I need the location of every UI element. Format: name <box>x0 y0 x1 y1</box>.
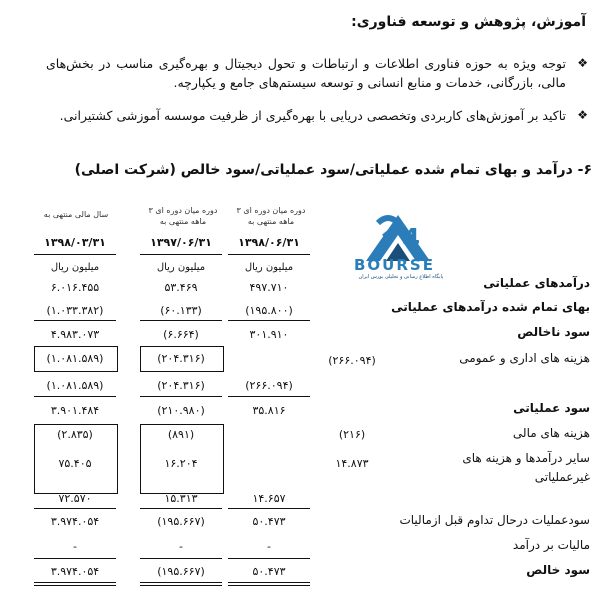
bullet-item-training <box>46 106 588 125</box>
col1-unit: میلیون ریال <box>244 262 294 273</box>
row-label-profit-before-tax: سودعملیات درحال تداوم قبل ازمالیات <box>399 513 590 527</box>
bullet-text: تاکید بر آموزش‌های کاربردی وتخصصی دریایی با بهره‌گیری از ظرفیت موسسه آموزشی کشتیرانی. <box>59 108 566 123</box>
subtotal-cell: (۲۱۶) <box>338 428 366 441</box>
cell: ۱۶.۲۰۴ <box>164 457 198 470</box>
bourse-logo <box>352 211 450 283</box>
cell: (۱.۰۸۱.۵۸۹) <box>46 379 104 392</box>
col3-date: ۱۳۹۸/۰۳/۳۱ <box>44 236 106 249</box>
cell: ۳.۹۷۴.۰۵۴ <box>50 515 100 528</box>
cell: ۵۰.۴۷۳ <box>252 515 286 528</box>
divider <box>34 508 116 509</box>
section-title-income: ۶- درآمد و بهای تمام شده عملیاتی/سود عملیاتی/سود خالص (شرکت اصلی) <box>74 162 592 178</box>
logo-tagline: پایگاه اطلاع رسانی و تحلیلی بورس ایران <box>358 274 444 280</box>
cell: ۷۲.۵۷۰ <box>58 492 92 505</box>
bullet-item-ict <box>46 54 588 92</box>
divider <box>140 396 222 397</box>
cell: (۱۹۵.۸۰۰) <box>245 304 293 317</box>
divider <box>34 582 116 583</box>
cell: (۶۰.۱۳۳) <box>160 304 202 317</box>
cell: (۲۱۰.۹۸۰) <box>157 404 205 417</box>
cell: ۱۴.۶۵۷ <box>252 492 286 505</box>
divider <box>34 558 116 559</box>
divider <box>228 254 310 255</box>
cell: ۴۹۷.۷۱۰ <box>249 281 289 294</box>
cell: ۳۵.۸۱۶ <box>252 404 286 417</box>
row-label-gross-profit: سود ناخالص <box>517 325 590 339</box>
divider <box>34 585 116 586</box>
cell: ۱۵.۳۱۳ <box>164 492 198 505</box>
cell: ۳.۹۷۴.۰۵۴ <box>50 565 100 578</box>
section-heading-education: آموزش، پژوهش و توسعه فناوری: <box>351 14 586 30</box>
cell: ۳.۹۰۱.۴۸۴ <box>50 404 100 417</box>
cell: ۳۰۱.۹۱۰ <box>249 328 289 341</box>
cell: (۲.۸۳۵) <box>57 428 93 441</box>
cell: (۲۰۴.۳۱۶) <box>157 379 205 392</box>
cell: (۲۰۴.۳۱۶) <box>157 352 205 365</box>
logo-wordmark: BOURSE <box>354 256 435 274</box>
cell: (۲۶۶.۰۹۴) <box>245 379 293 392</box>
svg-text:4: 4 <box>402 224 421 254</box>
cell: ۵۳.۴۶۹ <box>164 281 198 294</box>
cell: (۸۹۱) <box>167 428 195 441</box>
cell: ۵۰.۴۷۳ <box>252 565 286 578</box>
row-label-net-profit: سود خالص <box>526 563 590 577</box>
divider <box>140 254 222 255</box>
cell: (۱.۰۸۱.۵۸۹) <box>46 352 104 365</box>
subtotal-cell: ۱۴.۸۷۳ <box>335 457 369 470</box>
cell: - <box>267 540 271 553</box>
cell: ۴.۹۸۳.۰۷۳ <box>50 328 100 341</box>
divider <box>228 558 310 559</box>
divider <box>228 582 310 583</box>
cell: - <box>179 540 183 553</box>
diamond-bullet-icon: ❖ <box>577 108 588 122</box>
divider <box>228 320 310 321</box>
row-label-admin-expenses: هزینه های اداری و عمومی <box>459 351 590 365</box>
subtotal-cell: (۲۶۶.۰۹۴) <box>328 354 376 367</box>
col1-header: دوره میان دوره ای ۳ ماهه منتهی به <box>236 206 306 226</box>
col2-unit: میلیون ریال <box>156 262 206 273</box>
col1-date: ۱۳۹۸/۰۶/۳۱ <box>238 236 300 249</box>
divider <box>140 320 222 321</box>
divider <box>34 320 116 321</box>
diamond-bullet-icon: ❖ <box>577 56 588 70</box>
cell: - <box>73 540 77 553</box>
row-label-other-income: سایر درآمدها و هزینه های غیرعملیاتی <box>462 451 590 484</box>
divider <box>140 582 222 583</box>
row-label-cost: بهای تمام شده درآمدهای عملیاتی <box>391 300 590 314</box>
cell: (۱۹۵.۶۶۷) <box>157 565 205 578</box>
divider <box>34 396 116 397</box>
row-label-operating-profit: سود عملیاتی <box>513 401 590 415</box>
divider <box>140 558 222 559</box>
row-label-income-tax: مالیات بر درآمد <box>512 538 590 552</box>
col3-header: سال مالی منتهی به <box>43 210 109 219</box>
cell: (۱۹۵.۶۶۷) <box>157 515 205 528</box>
cell: (۱.۰۳۳.۳۸۲) <box>46 304 104 317</box>
row-label-revenue: درآمدهای عملیاتی <box>483 276 590 290</box>
col2-header: دوره میان دوره ای ۳ ماهه منتهی به <box>148 206 218 226</box>
divider <box>140 585 222 586</box>
divider <box>228 508 310 509</box>
divider <box>228 396 310 397</box>
cell: ۷۵.۴۰۵ <box>58 457 92 470</box>
cell: ۶.۰۱۶.۴۵۵ <box>50 281 100 294</box>
divider <box>140 508 222 509</box>
cell: (۶.۶۶۴) <box>163 328 199 341</box>
bullet-text: توجه ویژه به حوزه فناوری اطلاعات و ارتباطات و تحول دیجیتال و بهره‌گیری مناسب در بخش‌های مالی، بازرگانی، خدمات و منابع انسانی و توسعه سیستم‌های جامع و یکپارچه. <box>46 56 566 90</box>
row-label-finance-costs: هزینه های مالی <box>512 426 590 440</box>
divider <box>34 254 116 255</box>
col3-unit: میلیون ریال <box>50 262 100 273</box>
divider <box>228 585 310 586</box>
col2-date: ۱۳۹۷/۰۶/۳۱ <box>150 236 212 249</box>
